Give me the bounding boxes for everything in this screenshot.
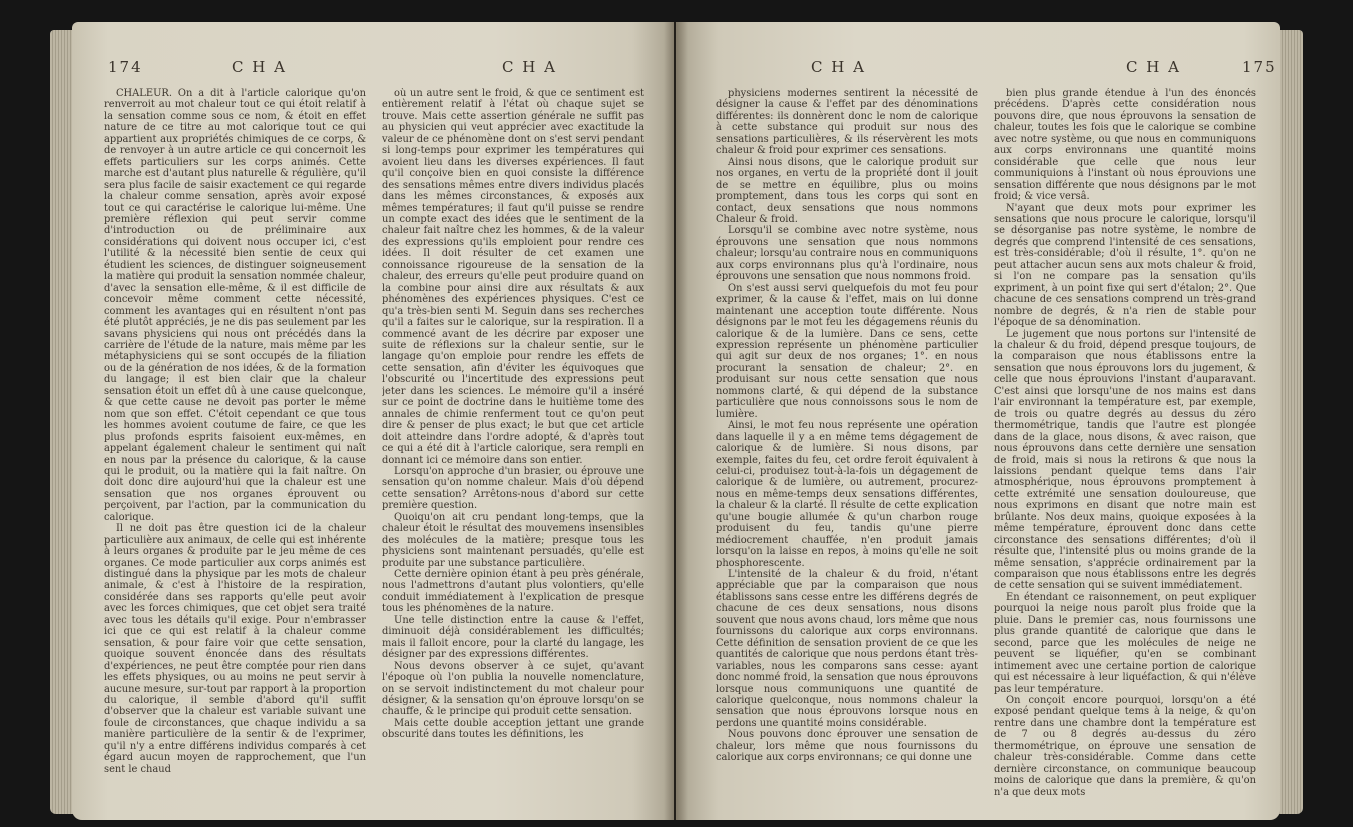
paragraph: Lorsqu'il se combine avec notre système, nous éprouvons une sensation que nous nommons chaleur; lorsqu'au contraire nous en communiquons aux corps environnans plus qu'à l'ordinaire, nous éprouvons une sensation que nous nommons froid. <box>716 225 978 283</box>
paragraph: On s'est aussi servi quelquefois du mot feu pour exprimer, & la cause & l'effet, mais on lui donne maintenant une acception toute différente. Nous désignons par le mot feu les dégagemens réunis du calorique & de la lumière. Dans ce sens, cette expression représente un phénomène particulier qui agit sur deux de nos organes; 1°. en nous procurant la sensation de chaleur; 2°. en produisant sur nous cette sensation que nous nommons clarté, & qui dépend de la substance particulière que nous connoissons sous le nom de lumière. <box>716 282 978 420</box>
right-page-column-1 <box>716 88 978 808</box>
paragraph: bien plus grande étendue à l'un des énoncés précédens. D'après cette considération nous pouvons dire, que nous éprouvons la sensation de chaleur, toutes les fois que le calorique se combine avec notre système, ou que nous en communiquons aux corps environnans une quantité moins considérable que celle que nous leur communiquions à l'instant où nous éprouvions une sensation différente que nous désignons par le mot froid; & vice versâ. <box>994 88 1256 203</box>
right-page <box>676 22 1280 820</box>
paragraph: Le jugement que nous portons sur l'intensité de la chaleur & du froid, dépend presque toujours, de la comparaison que nous établissons entre la sensation que nous éprouvons lors du jugement, & celle que nous éprouvions l'instant d'auparavant. C'est ainsi que lorsqu'une de nos mains est dans l'air environnant la température est, par exemple, de trois ou quatre degrés au dessus du zéro thermométrique, tandis que l'autre est plongée dans de la glace, nous disons, & avec raison, que nous éprouvons dans cette dernière une sensation de froid, mais si nous la retirons & que nous la laissions pendant quelque tems dans l'air atmosphérique, nous éprouvons promptement à cette extrémité une sensation douloureuse, que nous exprimons en disant que notre main est brûlante. Nos deux mains, quoique exposées à la même température, éprouvent donc dans cette circonstance des sensations différentes; d'où il résulte que, l'intensité plus ou moins grande de la même sensation, s'apprécie ordinairement par la comparaison que nous établissons entre les degrés de cette sensation qui se suivent immédiatement. <box>994 328 1256 592</box>
left-page-column-1 <box>104 88 366 808</box>
right-page-edges <box>1279 30 1303 814</box>
left-page-edges <box>50 30 74 814</box>
paragraph: Mais cette double acception jettant une grande obscurité dans toutes les définitions, les <box>382 717 644 741</box>
paragraph: On conçoit encore pourquoi, lorsqu'on a été exposé pendant quelque tems à la neige, & qu'on rentre dans une chambre dont la température est de 7 ou 8 degrés au-dessus du zéro thermométrique, on éprouve une sensation de chaleur très-considérable. Comme dans cette dernière circonstance, on communique beaucoup moins de calorique que dans la première, & qu'on n'a que deux mots <box>994 695 1256 798</box>
paragraph: Ainsi, le mot feu nous représente une opération dans laquelle il y a en même tems dégagement de calorique & de lumière. Si nous disons, par exemple, faites du feu, cet ordre feroit équivalent à celui-ci, produisez tout-à-la-fois un dégagement de calorique & de lumière, ou autrement, procurez-nous en même-temps deux sensations différentes, la chaleur & la clarté. Il résulte de cette explication qu'une bougie allumée & qu'un charbon rouge produisent du feu, tandis qu'une pierre médiocrement chauffée, n'en produit jamais lorsqu'on la laisse en repos, à moins qu'elle ne soit phosphorescente. <box>716 420 978 569</box>
left-page <box>72 22 674 820</box>
paragraph: Il ne doit pas être question ici de la chaleur particulière aux animaux, de celle qui est inhérente à leurs organes & produite par le jeu même de ces organes. Ce mode particulier aux corps animés est distingué dans la physique par les mots de chaleur animale, & c'est à l'histoire de la respiration, considérée dans ses rapports qu'elle peut avoir avec les forces chimiques, que cet objet sera traité avec tous les détails qu'il exige. Pour n'embrasser ici que ce qui est relatif à la chaleur comme sensation, & pour faire voir que cette sensation, quoique souvent énoncée dans des résultats d'expériences, ne peut être comptée pour rien dans les effets physiques, ou au moins ne peut servir à aucune mesure, sur-tout par rapport à la proportion du calorique, il semble d'abord qu'il suffit d'observer que la chaleur est variable suivant une foule de circonstances, que chaque individu a sa manière particulière de la sentir & de l'exprimer, qu'il n'y a entre différens individus comparés à cet égard aucun moyen de rapprochement, que l'un sent le chaud <box>104 523 366 775</box>
paragraph: L'intensité de la chaleur & du froid, n'étant appréciable que par la comparaison que nous établissons sans cesse entre les différens degrés de chacune de ces deux sensations, nous disons souvent que nous avons chaud, lors même que nous fournissons du calorique aux corps environnans. Cette définition de sensation provient de ce que les quantités de calorique que nous perdons étant très-variables, nous les comparons sans cesse: ayant donc nommé froid, la sensation que nous éprouvons lorsque nous communiquons une quantité de calorique quelconque, nous nommons chaleur la sensation que nous éprouvons lorsque nous en perdons une quantité moins considérable. <box>716 569 978 729</box>
paragraph: Quoiqu'on ait cru pendant long-temps, que la chaleur étoit le résultat des mouvemens insensibles des molécules de la matière; presque tous les physiciens sont maintenant persuadés, qu'elle est produite par une substance particulière. <box>382 511 644 569</box>
paragraph: Nous devons observer à ce sujet, qu'avant l'époque où l'on publia la nouvelle nomenclature, on se servoit indistinctement du mot chaleur pour désigner, & la sensation qu'on éprouve lorsqu'on se chauffe, & le principe qui produit cette sensation. <box>382 660 644 718</box>
paragraph: Ainsi nous disons, que le calorique produit sur nos organes, en vertu de la propriété dont il jouit de se mettre en équilibre, plus ou moins promptement, dans tous les corps qui sont en contact, deux sensations que nous nommons Chaleur & froid. <box>716 156 978 225</box>
paragraph: N'ayant que deux mots pour exprimer les sensations que nous procure le calorique, lorsqu'il se désorganise pas notre système, le nombre de degrés que comprend l'intensité de ces sensations, est très-considérable; d'où il résulte, 1°. qu'on ne peut attacher aucun sens aux mots chaleur & froid, si l'on ne compare pas la sensation qu'ils expriment, à un point fixe qui sert d'étalon; 2°. Que chacune de ces sensations comprend un très-grand nombre de degrés, & n'a rien de stable pour l'époque de sa dénomination. <box>994 202 1256 329</box>
page-number-left: 174 <box>108 58 143 76</box>
book-gutter <box>664 22 688 820</box>
running-head-right-2: C H A <box>1126 58 1181 76</box>
page-number-right: 175 <box>1242 58 1277 76</box>
running-head-left-2: C H A <box>502 58 557 76</box>
paragraph: Une telle distinction entre la cause & l'effet, diminuoit déjà considérablement les difficultés; mais il falloit encore, pour la clarté du langage, les désigner par des expressions différentes. <box>382 614 644 661</box>
running-head-left-1: C H A <box>232 58 287 76</box>
paragraph: Nous pouvons donc éprouver une sensation de chaleur, lors même que nous fournissons du calorique aux corps environnans; ce qui donne une <box>716 729 978 764</box>
paragraph: Cette dernière opinion étant à peu près générale, nous l'admettrons d'autant plus volontiers, qu'elle conduit immédiatement à l'explication de presque tous les phénomènes de la nature. <box>382 569 644 615</box>
paragraph: physiciens modernes sentirent la nécessité de désigner la cause & l'effet par des dénominations différentes: ils donnèrent donc le nom de calorique à cette substance qui produit sur nous des sensations particulières, & ils réservèrent les mots chaleur & froid pour exprimer ces sensations. <box>716 88 978 157</box>
paragraph: CHALEUR. On a dit à l'article calorique qu'on renverroit au mot chaleur tout ce qui étoit relatif à la sensation comme sous ce nom, & étoit en effet nature de ce titre au mot calorique tout ce qui appartient aux propriétés chimiques de ce corps, & de renvoyer à un autre article ce qui concernoit les effets particuliers sur les corps animés. Cette marche est d'autant plus naturelle & régulière, qu'il sera plus facile de saisir exactement ce qui regarde la chaleur comme sensation, après avoir exposé tout ce qui caractérise le calorique lui-même. Une première réflexion qui peut servir comme d'introduction ou de préliminaire aux considérations qui doivent nous occuper ici, c'est l'utilité & la nécessité bien sentie de ceux qui étudient les sciences, de distinguer soigneusement la matière qui produit la sensation nommée chaleur, d'avec la sensation elle-même, & il est difficile de concevoir même comment cette nécessité, comment les avantages qui en résultent n'ont pas été plutôt appréciés, je ne dis pas seulement par les savans physiciens qui nous ont précédés dans la carrière de l'étude de la nature, mais même par les métaphysiciens qui se sont occupés de la filiation ou de la génération de nos idées, & de la formation du langage; il est bien clair que la chaleur sensation étoit un effet dû à une cause quelconque, & que cette cause ne devoit pas porter le même nom que son effet. C'étoit cependant ce que tous les hommes avoient coutume de faire, ce que les plus profonds esprits faisoient eux-mêmes, en appelant également chaleur le sentiment qui naît en nous par la présence du calorique, & la cause qui le produit, ou la matière qui la fait naître. On doit donc dire aujourd'hui que la chaleur est une sensation que nos organes éprouvent ou perçoivent, par l'action, par la communication du calorique. <box>104 88 366 523</box>
left-page-column-2 <box>382 88 644 808</box>
running-head-right-1: C H A <box>811 58 866 76</box>
paragraph: où un autre sent le froid, & que ce sentiment est entièrement relatif à l'état où chaque sujet se trouve. Mais cette assertion générale ne suffit pas au physicien qui veut apprécier avec exactitude la valeur de ce phénomène dont on s'est servi pendant si long-temps pour exprimer les températures qui avoient lieu dans les diverses expériences. Il faut qu'il conçoive bien en quoi consiste la différence des sensations mêmes entre divers individus placés dans les mêmes circonstances, & exposés aux mêmes températures; il faut qu'il puisse se rendre un compte exact des idées que le sentiment de la chaleur fait naître chez les hommes, & de la valeur des expressions qu'ils emploient pour rendre ces idées. Il doit résulter de cet examen une connoissance rigoureuse de la sensation de la chaleur, des erreurs qu'elle peut produire quand on la combine pour ainsi dire aux résultats & aux phénomènes des expériences physiques. C'est ce qu'a très-bien senti M. Seguin dans ses recherches qu'il a faites sur le calorique, sur la respiration. Il a commencé avant de les décrire par exposer une suite de réflexions sur la chaleur sentie, sur le langage qu'on emploie pour rendre les effets de cette sensation, afin d'éviter les équivoques que l'obscurité ou l'incertitude des expressions peut jeter dans les sciences. Le mémoire qu'il a inséré sur ce point de doctrine dans le huitième tome des annales de chimie renferment tout ce qu'on peut dire & penser de plus exact; le but que cet article doit atteindre dans l'ordre adopté, & d'après tout ce qui a été dit à l'article calorique, sera rempli en donnant ici ce mémoire dans son entier. <box>382 88 644 466</box>
right-page-column-2 <box>994 88 1256 808</box>
paragraph: En étendant ce raisonnement, on peut expliquer pourquoi la neige nous paroît plus froide que la pluie. Dans le premier cas, nous fournissons une plus grande quantité de calorique que dans le second, parce que les molécules de neige ne peuvent se liquéfier, qu'en se combinant intimement avec une certaine portion de calorique qui est nécessaire à leur liquéfaction, & qui n'élève pas leur température. <box>994 591 1256 695</box>
paragraph: Lorsqu'on approche d'un brasier, ou éprouve une sensation qu'on nomme chaleur. Mais d'où dépend cette sensation? Arrêtons-nous d'abord sur cette première question. <box>382 465 644 512</box>
